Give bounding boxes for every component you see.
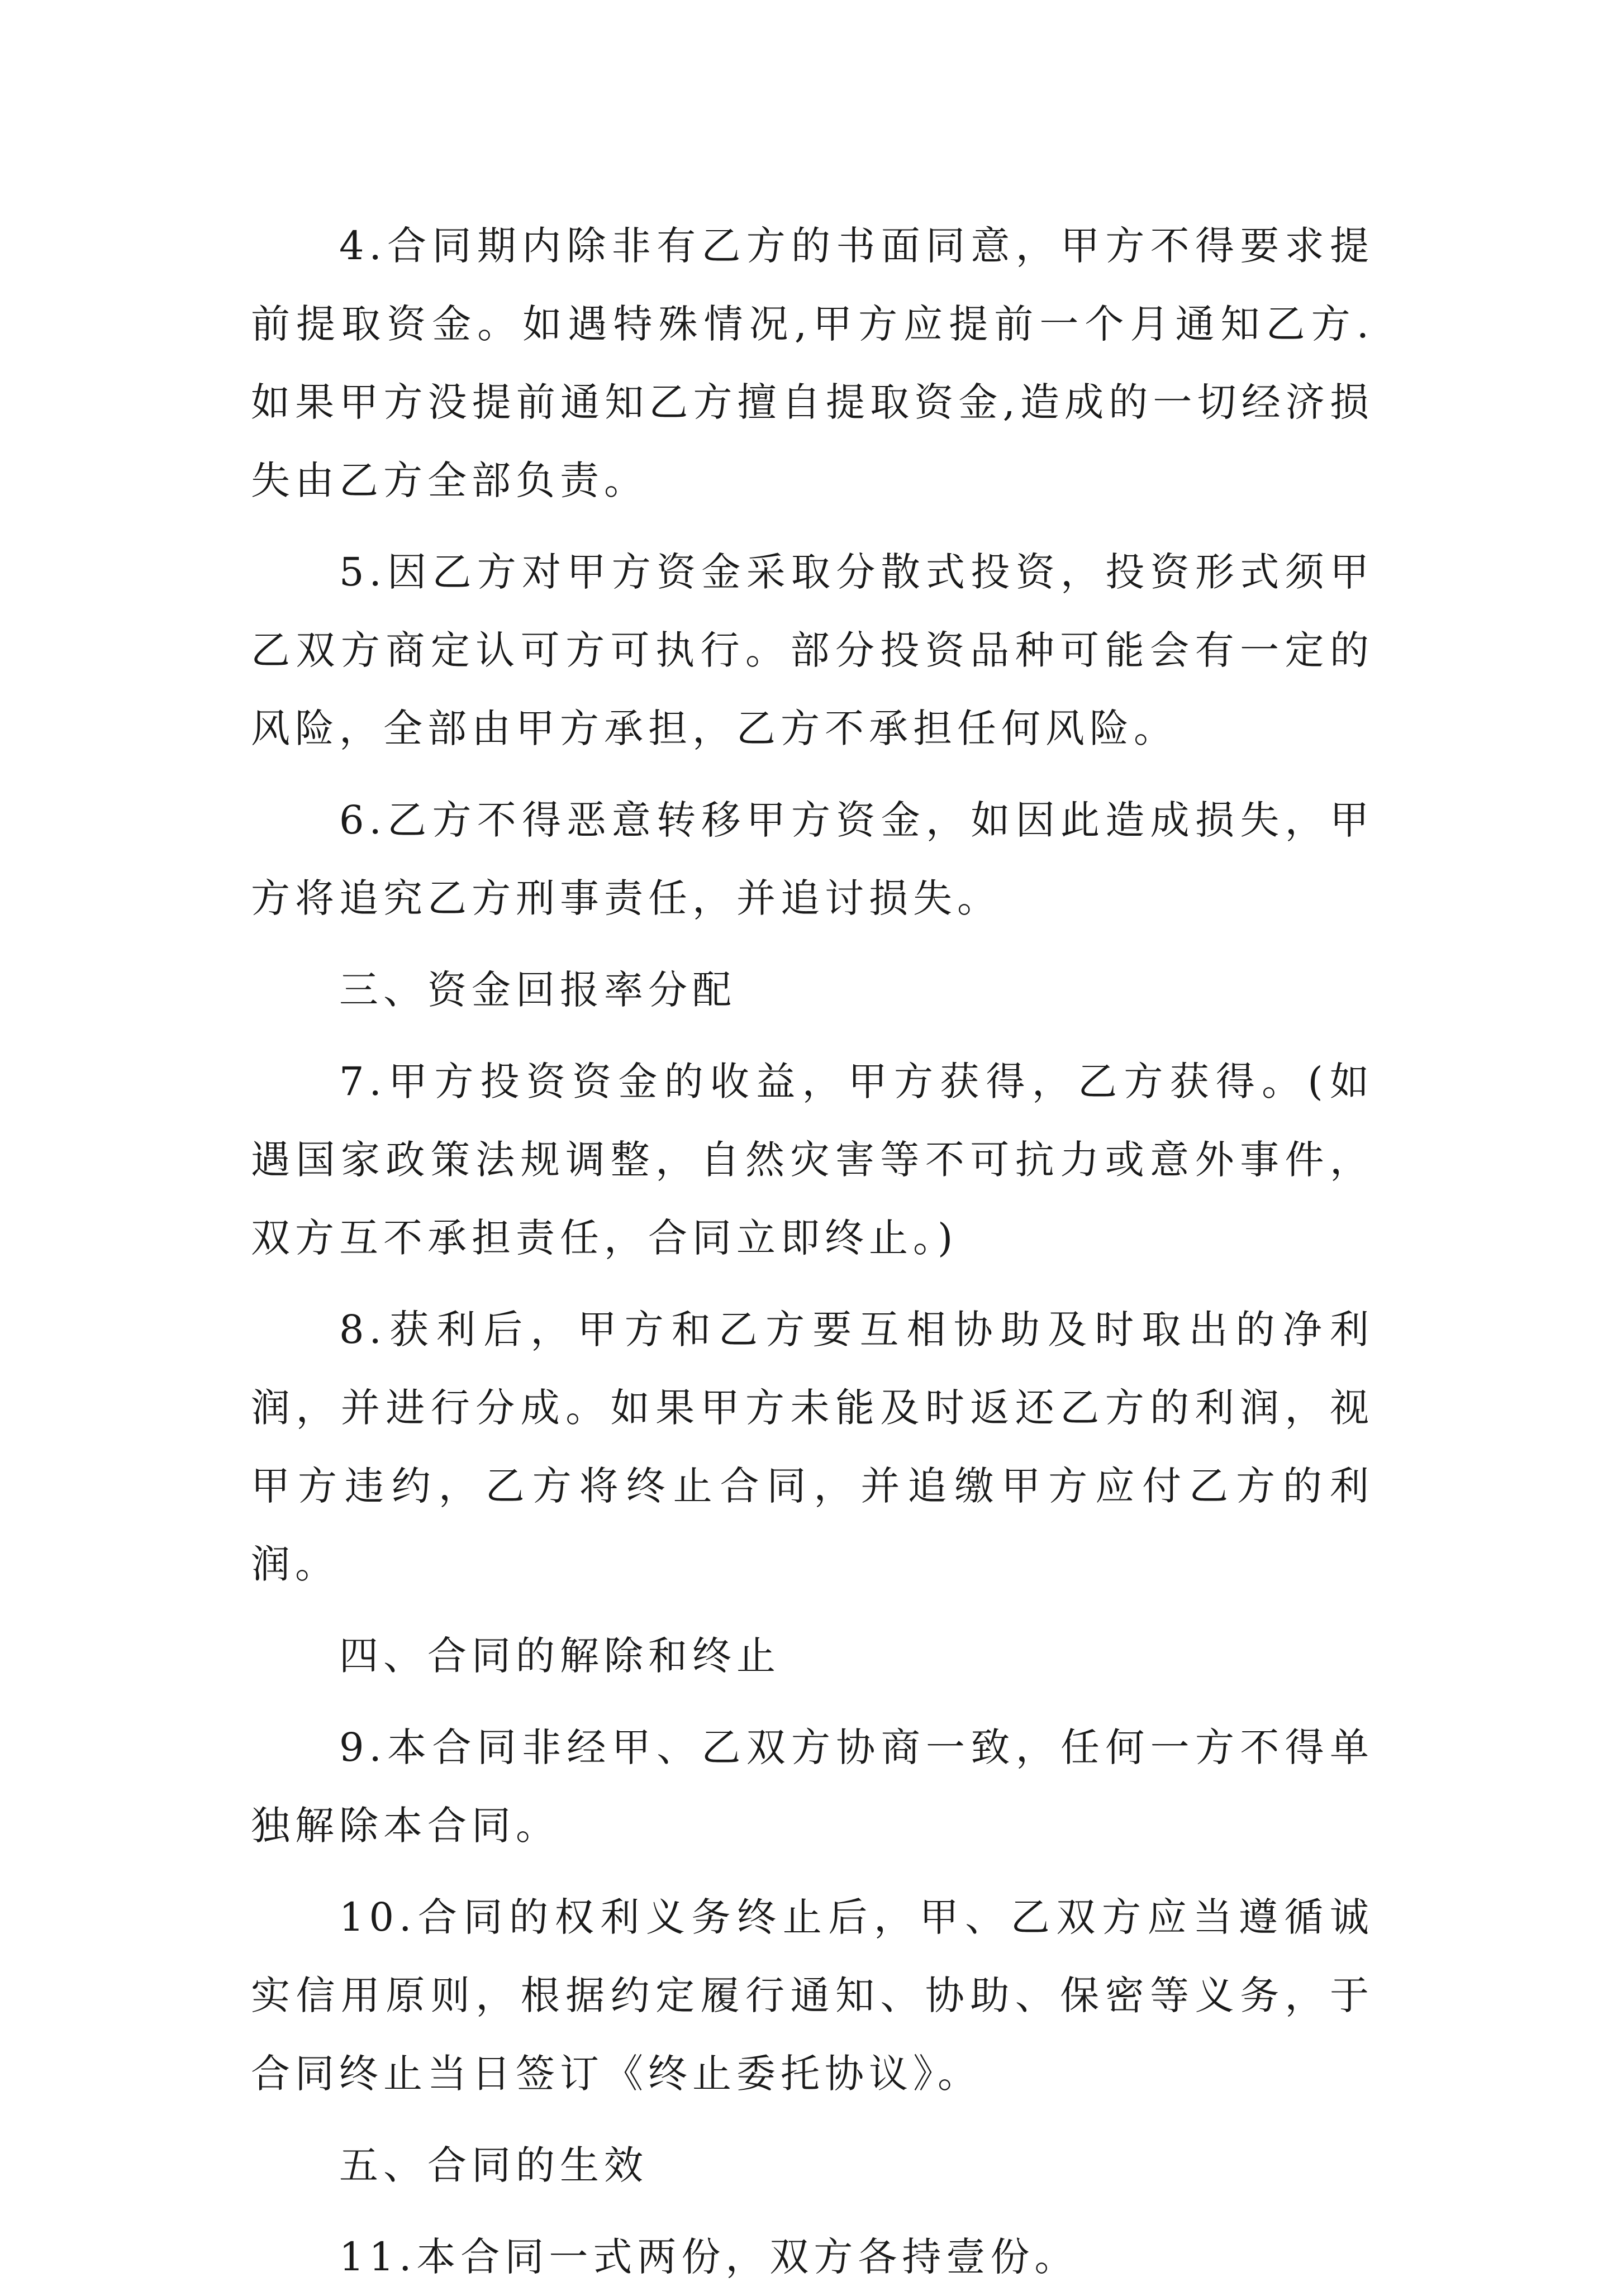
section-5-heading: 五、合同的生效 [339, 2142, 648, 2188]
clause-5-paragraph: 5.因乙方对甲方资金采取分散式投资，投资形式须甲乙双方商定认可方可执行。部分投资品种可能会有一定的风险，全部由甲方承担，乙方不承担任何风险。 [251, 549, 1374, 751]
clause-10-paragraph: 10.合同的权利义务终止后，甲、乙双方应当遵循诚实信用原则，根据约定履行通知、协助、保密等义务，于合同终止当日签订《终止委托协议》。 [251, 1894, 1374, 2097]
clause-11-paragraph: 11.本合同一式两份，双方各持壹份。 [339, 2234, 1079, 2280]
clause-8-paragraph: 8.获利后，甲方和乙方要互相协助及时取出的净利润，并进行分成。如果甲方未能及时返还乙方的利润，视甲方违约，乙方将终止合同，并追缴甲方应付乙方的利润。 [251, 1307, 1374, 1587]
contract-text-body [251, 207, 1374, 2296]
clause-6-paragraph: 6.乙方不得恶意转移甲方资金，如因此造成损失，甲方将追究乙方刑事责任，并追讨损失。 [251, 797, 1374, 921]
clause-9-paragraph: 9.本合同非经甲、乙双方协商一致，任何一方不得单独解除本合同。 [251, 1725, 1374, 1849]
clause-4-paragraph: 4.合同期内除非有乙方的书面同意，甲方不得要求提前提取资金。如遇特殊情况,甲方应提前一个月通知乙方.如果甲方没提前通知乙方擅自提取资金,造成的一切经济损失由乙方全部负责。 [251, 223, 1374, 503]
clause-7-paragraph: 7.甲方投资资金的收益，甲方获得，乙方获得。(如遇国家政策法规调整，自然灾害等不可抗力或意外事件，双方互不承担责任，合同立即终止。) [251, 1059, 1374, 1261]
section-4-heading: 四、合同的解除和终止 [339, 1633, 781, 1679]
section-3-heading: 三、资金回报率分配 [339, 967, 736, 1013]
